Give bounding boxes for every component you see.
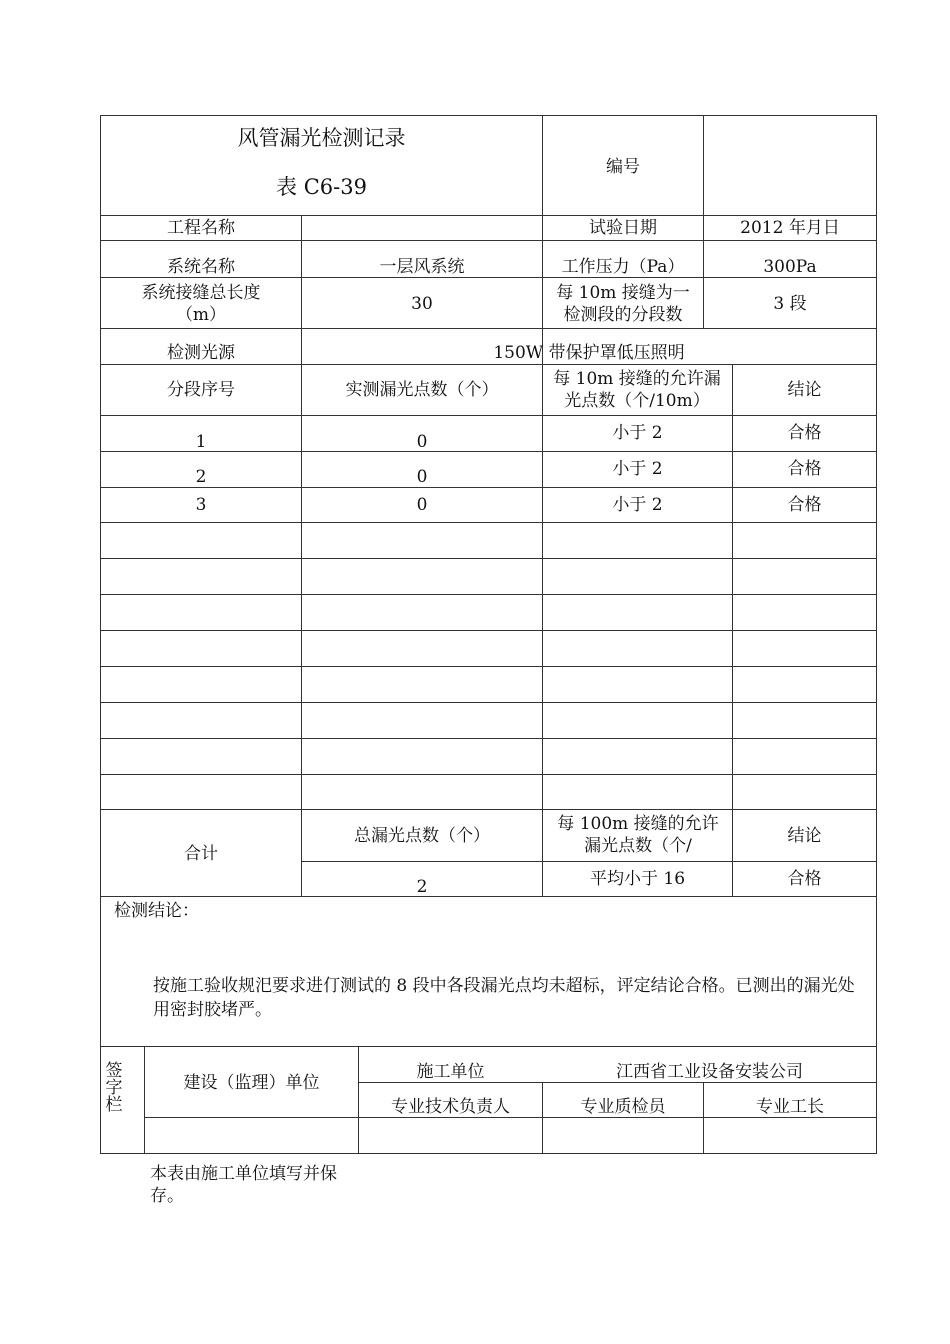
segment-result: 合格 [787,423,822,443]
segment-count-value[interactable]: 3 段 [773,294,807,314]
rule [100,774,877,775]
rule [876,115,877,1154]
light-source-label: 检测光源 [167,343,235,363]
project-name-label: 工程名称 [167,218,235,238]
system-name-label: 系统名称 [167,257,235,277]
rule [100,809,877,810]
segment-no: 2 [195,467,207,487]
rule [100,328,877,329]
rule [302,861,877,862]
tech-lead-label: 专业技术负责人 [391,1097,510,1117]
measured-points: 0 [416,432,428,452]
segment-result: 合格 [787,495,822,515]
allowed-per-100m-value: 平均小于 16 [589,869,686,889]
rule [100,666,877,667]
rule [100,558,877,559]
measured-points-header: 实测漏光点数（个） [345,380,499,400]
test-date-label: 试验日期 [589,218,657,238]
footnote: 本表由施工单位填写并保存。 [150,1164,337,1206]
system-name-value[interactable]: 一层风系统 [379,257,465,277]
total-points-label: 总漏光点数（个） [354,826,490,846]
segment-no: 1 [195,432,207,452]
allowed-points: 小于 2 [612,495,663,515]
rule [100,115,877,116]
rule [542,115,543,364]
working-pressure-label: 工作压力（Pa） [561,257,685,277]
construction-unit-label: 施工单位 [416,1062,485,1082]
result-header: 结论 [787,380,822,400]
allowed-points: 小于 2 [612,423,663,443]
seam-length-label: 系统接缝总长度（m） [141,283,261,325]
rule [100,415,877,416]
seam-length-value[interactable]: 30 [411,294,433,314]
total-result-label: 结论 [787,826,822,846]
rule [100,364,877,365]
rule [100,702,877,703]
total-result-value: 合格 [787,869,822,889]
rule [100,522,877,523]
segment-no-header: 分段序号 [167,380,235,400]
supervision-unit-label: 建设（监理）单位 [183,1073,320,1093]
rule [100,240,877,241]
total-points-value: 2 [416,877,428,897]
rule [100,594,877,595]
working-pressure-value[interactable]: 300Pa [763,257,817,277]
rule [100,1153,877,1154]
rule [100,1046,877,1047]
rule [100,738,877,739]
allowed-points: 小于 2 [612,459,663,479]
test-date-value[interactable]: 2012 年月日 [740,218,840,238]
rule [100,215,877,216]
light-source-value[interactable]: 150W 带保护罩低压照明 [493,343,685,363]
conclusion-text: 按施工验收规汜要求进仃测试的 8 段中各段漏光点均未超标，评定结论合格。已测出的漏光处用密封胶堵严。 [153,976,855,1020]
foreman-label: 专业工长 [756,1097,824,1117]
segment-no: 3 [195,495,207,515]
allowed-per-100m-label: 每 100m 接缝的允许漏光点数（个/ [557,814,719,856]
total-label: 合计 [184,844,218,864]
rule [100,630,877,631]
allowed-points-header: 每 10m 接缝的允许漏光点数（个/10m） [553,369,721,411]
conclusion-label: 检测结论： [114,901,199,921]
segment-count-label: 每 10m 接缝为一检测段的分段数 [556,283,690,325]
measured-points: 0 [416,467,428,487]
rule [144,1046,145,1153]
construction-unit-value: 江西省工业设备安装公司 [616,1062,803,1082]
number-label: 编号 [606,157,640,177]
segment-result: 合格 [787,459,822,479]
table-number: 表 C6-39 [276,175,367,199]
signature-column-label: 签字栏 [105,1061,123,1115]
measured-points: 0 [416,495,428,515]
quality-inspector-label: 专业质检员 [580,1097,666,1117]
form-title: 风管漏光检测记录 [237,126,406,150]
rule [301,215,302,896]
